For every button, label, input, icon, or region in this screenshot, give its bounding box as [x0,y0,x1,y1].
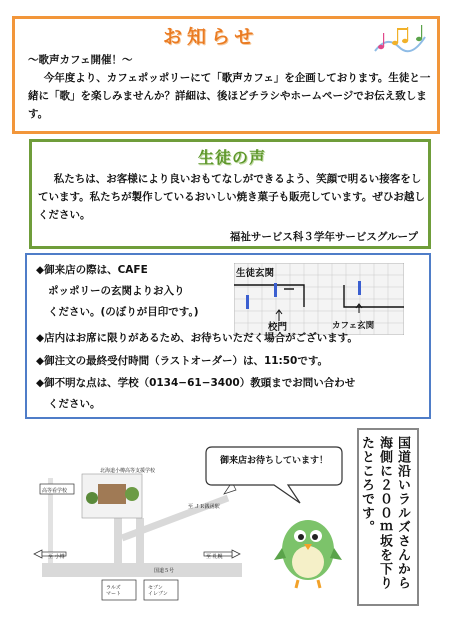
speech-text: 御来店お待ちしています！ [219,456,328,466]
music-notes-icon [373,25,429,55]
map-sapporo-label: 至 札幌 [206,554,223,560]
student-voice-title: 生徒の声 [198,148,267,167]
school-gate-label: 校門 [268,322,288,333]
map-otaru-label: 至 小樽 [48,554,65,560]
map-school-label: 北海道小樽高等支援学校 [100,468,156,474]
info-item-entrance-line3: ください。(のぼりが目印です。) [48,306,199,318]
student-voice-body: 私たちは、お客様により良いおもてなしができるよう、笑顔で明るい接客をしています。私たちが製作しているおいしい焼き菓子も販売しています。ぜひお越しください。 [38,173,425,221]
info-item-contact-line2: ください。 [48,398,101,410]
map-landmark-label: 高等看学校 [42,488,68,494]
notice-body: 今年度より、カフェポッポリーにて「歌声カフェ」を企画しております。生徒と一緒に「歌」を楽しみませんか？詳細は、後ほどチラシやホームページでお伝え致します。 [28,72,431,120]
entrance-map [234,263,404,335]
map-route-label: 国道５号 [154,568,175,574]
info-item-seats: ◆店内はお席に限りがあるため、お待ちいただく場合がございます。 [36,332,358,344]
student-entrance-label: 生徒玄関 [236,268,275,279]
info-item-entrance-line2: ポッポリーの玄関よりお入り [48,285,185,297]
route-note-box [357,428,419,606]
student-voice-signature: 福祉サービス科３学年サービスグループ [229,231,418,243]
map-seven-label: セブンイレブン [148,585,168,597]
notice-box [12,16,440,134]
info-box [25,253,431,419]
bird-mascot-icon [272,500,342,590]
speech-bubble [204,445,344,495]
info-item-last-order: ◆御注文の最終受付時間（ラストオーダー）は、11:50です。 [36,355,329,367]
notice-title: お知らせ [163,26,259,48]
info-item-contact: ◆御不明な点は、学校（0134−61−3400）教頭までお問い合わせ [36,377,356,389]
map-station-label: 至 ＪＲ銭函駅 [188,504,220,510]
notice-subtitle: 〜歌声カフェ開催！〜 [28,54,133,66]
info-item-entrance: ◆御来店の際は、CAFE [36,264,148,276]
route-note-text: 国道沿いラルズさんから海側に２００ｍ坂を下りたところです。 [359,436,410,590]
cafe-entrance-label: カフェ玄関 [332,321,375,331]
map-ralse-label: ラルズマート [106,585,122,597]
student-voice-box [29,139,431,249]
